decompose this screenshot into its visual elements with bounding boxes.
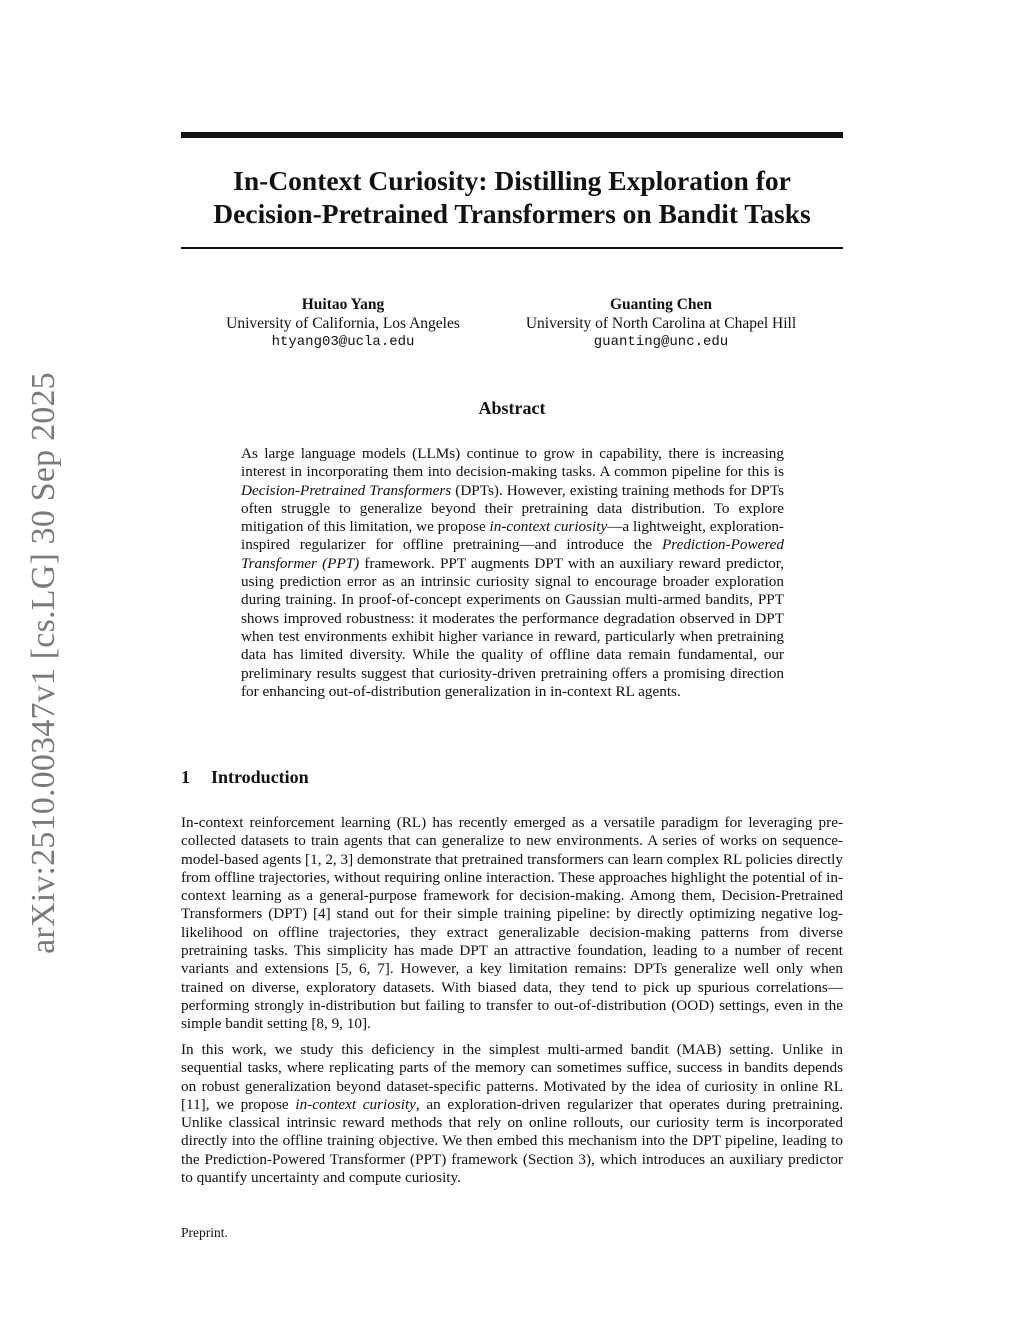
author-name: Guanting Chen: [609, 296, 713, 313]
author-block-1: [178, 296, 508, 352]
footer-note: Preprint.: [181, 1225, 228, 1240]
paper-title: [181, 164, 843, 230]
abstract-emphasis: in-context curiosity: [489, 518, 608, 536]
author-name: Huitao Yang: [301, 296, 385, 313]
abstract-emphasis: Prediction-Powered Transformer (PPT): [241, 536, 784, 572]
abstract-emphasis: Decision-Pretrained Transformers: [241, 481, 452, 499]
author-email: guanting@unc.edu: [593, 334, 729, 350]
title-line-1: In-Context Curiosity: Distilling Exploration for: [233, 165, 791, 196]
abstract-segment: As large language models (LLMs) continue to grow in capability, there is increasing interest in incorporating them into decision-making tasks. A common pipeline for this is: [241, 445, 784, 481]
title-line-2: Decision-Pretrained Transformers on Bandit Tasks: [213, 198, 811, 229]
section-number: 1: [181, 767, 190, 787]
title-bottom-rule: [181, 247, 843, 249]
author-affiliation: University of California, Los Angeles: [226, 314, 460, 332]
paragraph-emphasis: in-context curiosity: [295, 1095, 416, 1113]
author-affiliation: University of North Carolina at Chapel Hill: [525, 314, 797, 332]
intro-paragraph-2: [181, 1041, 843, 1187]
abstract-segment: (DPTs). However, existing training methods for DPTs often struggle to generalize beyond their pretraining data distribution. To explore mitigation of this limitation, we propose: [241, 481, 784, 536]
abstract-text: [241, 445, 784, 701]
arxiv-stamp-text: arXiv:2510.00347v1 [cs.LG] 30 Sep 2025: [25, 372, 62, 954]
paragraph-segment: In this work, we study this deficiency in the simplest multi-armed bandit (MAB) setting. Unlike in sequential tasks, where replicating parts of the memory can sometimes suffice, success in bandits depends on robust generalization beyond dataset-specific patterns. Motivated by the idea of curiosity in online RL [11], we propose: [181, 1041, 843, 1113]
abstract-segment: framework. PPT augments DPT with an auxiliary reward predictor, using prediction error as an intrinsic curiosity signal to encourage broader exploration during training. In proof-of-concept experiments on Gaussian multi-armed bandits, PPT shows improved robustness: it moderates the performance degradation observed in DPT when test environments exhibit higher variance in reward, particularly when pretraining data has limited diversity. While the quality of offline data remain fundamental, our preliminary results suggest that curiosity-driven pretraining offers a promising direction for enhancing out-of-distribution generalization in in-context RL agents.: [241, 554, 785, 700]
author-email: htyang03@ucla.edu: [271, 334, 415, 350]
abstract-segment: —a lightweight, exploration-inspired regularizer for offline pretraining—and introduce the: [241, 518, 784, 554]
intro-paragraph-1: In-context reinforcement learning (RL) has recently emerged as a versatile paradigm for leveraging pre-collected datasets to train agents that can generalize to new environments. A series of works on sequence-model-based agents [1, 2, 3] demonstrate that pretrained transformers can learn complex RL policies directly from offline trajectories, without requiring online interaction. These approaches highlight the potential of in-context learning as a general-purpose framework for decision-making. Among them, Decision-Pretrained Transformers (DPT) [4] stand out for their simple training pipeline: by directly optimizing negative log-likelihood on offline trajectories, they extract generalizable decision-making patterns from diverse pretraining tasks. This simplicity has made DPT an attractive foundation, leading to a number of recent variants and extensions [5, 6, 7]. However, a key limitation remains: DPTs generalize well only when trained on diverse, exploratory datasets. With biased data, they tend to pick up spurious correlations—performing strongly in-distribution but failing to transfer to out-of-distribution (OOD) settings, even in the simple bandit setting [8, 9, 10].: [181, 814, 843, 1033]
title-top-rule: [181, 132, 843, 138]
paragraph-segment: , an exploration-driven regularizer that operates during pretraining. Unlike classical intrinsic reward methods that rely on online rollouts, our curiosity term is incorporated directly into the offline training objective. We then embed this mechanism into the DPT pipeline, leading to the Prediction-Powered Transformer (PPT) framework (Section 3), which introduces an auxiliary predictor to quantify uncertainty and compute curiosity.: [181, 1095, 843, 1187]
section-title: Introduction: [211, 767, 309, 787]
section-heading-introduction: [181, 767, 309, 788]
abstract-heading: Abstract: [478, 398, 546, 418]
author-block-2: [496, 296, 826, 352]
